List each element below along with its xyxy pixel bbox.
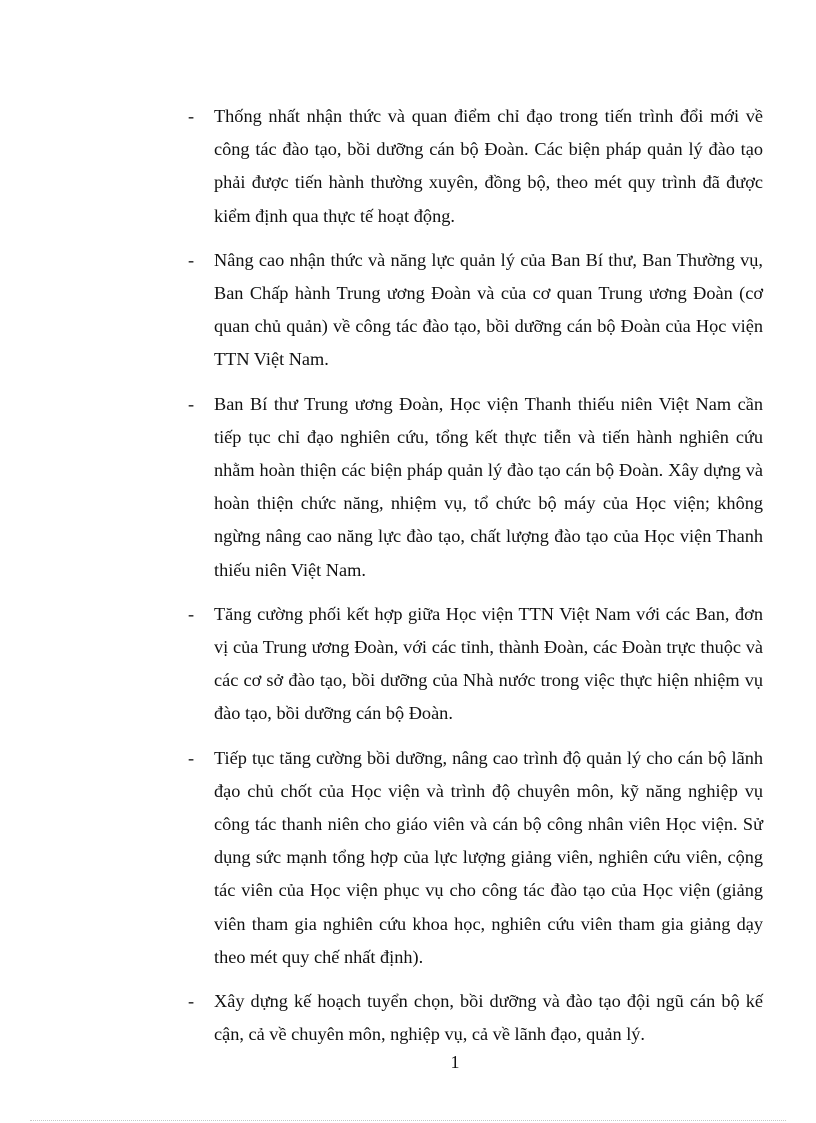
- list-item-text: Tăng cường phối kết hợp giữa Học viện TTN Việt Nam với các Ban, đơn vị của Trung ương Đoàn, với các tỉnh, thành Đoàn, các Đoàn trực thuộc và các cơ sở đào tạo, bồi dưỡng của Nhà nước trong việc thực hiện nhiệm vụ đào tạo, bồi dưỡng cán bộ Đoàn.: [214, 603, 763, 724]
- list-item-text: Ban Bí thư Trung ương Đoàn, Học viện Thanh thiếu niên Việt Nam cần tiếp tục chỉ đạo nghiên cứu, tổng kết thực tiễn và tiến hành nghiên cứu nhằm hoàn thiện các biện pháp quản lý đào tạo cán bộ Đoàn. Xây dựng và hoàn thiện chức năng, nhiệm vụ, tổ chức bộ máy của Học viện; không ngừng nâng cao năng lực đào tạo, chất lượng đào tạo của Học viện Thanh thiếu niên Việt Nam.: [214, 393, 763, 580]
- bullet-dash: -: [188, 603, 195, 624]
- bullet-dash: -: [188, 991, 195, 1012]
- list-item: [185, 598, 763, 731]
- bullet-dash: -: [188, 106, 195, 126]
- list-item: [185, 742, 763, 974]
- list-item: [185, 388, 763, 587]
- bullet-list: [185, 100, 763, 1062]
- bullet-dash: -: [188, 249, 195, 270]
- list-item: [185, 985, 763, 1051]
- page-number: 1: [450, 1052, 460, 1072]
- list-item-text: Nâng cao nhận thức và năng lực quản lý của Ban Bí thư, Ban Thường vụ, Ban Chấp hành Trung ương Đoàn và của cơ quan Trung ương Đoàn (cơ quan chủ quản) về công tác đào tạo, bồi dưỡng cán bộ Đoàn của Học viện TTN Việt Nam.: [214, 249, 763, 370]
- list-item-text: Xây dựng kế hoạch tuyển chọn, bồi dưỡng và đào tạo đội ngũ cán bộ kế cận, cả về chuyên môn, nghiệp vụ, cả về lãnh đạo, quản lý.: [214, 991, 763, 1045]
- list-item: [185, 100, 763, 233]
- list-item-text: Thống nhất nhận thức và quan điểm chỉ đạo trong tiến trình đổi mới về công tác đào tạo, bồi dưỡng cán bộ Đoàn. Các biện pháp quản lý đào tạo phải được tiến hành thường xuyên, đồng bộ, theo mét quy trình đã được kiểm định qua thực tế hoạt động.: [214, 106, 763, 226]
- bullet-dash: -: [188, 747, 195, 768]
- bullet-dash: -: [188, 393, 195, 414]
- list-item: [185, 244, 763, 377]
- list-item-text: Tiếp tục tăng cường bồi dưỡng, nâng cao trình độ quản lý cho cán bộ lãnh đạo chủ chốt của Học viện và trình độ chuyên môn, kỹ năng nghiệp vụ công tác thanh niên cho giáo viên và cán bộ công nhân viên Học viện. Sử dụng sức mạnh tổng hợp của lực lượng giảng viên, nghiên cứu viên, cộng tác viên của Học viện phục vụ cho công tác đào tạo của Học viện (giảng viên tham gia nghiên cứu khoa học, nghiên cứu viên tham gia giảng dạy theo mét quy chế nhất định).: [214, 747, 763, 967]
- page-bottom-divider: [30, 1120, 786, 1121]
